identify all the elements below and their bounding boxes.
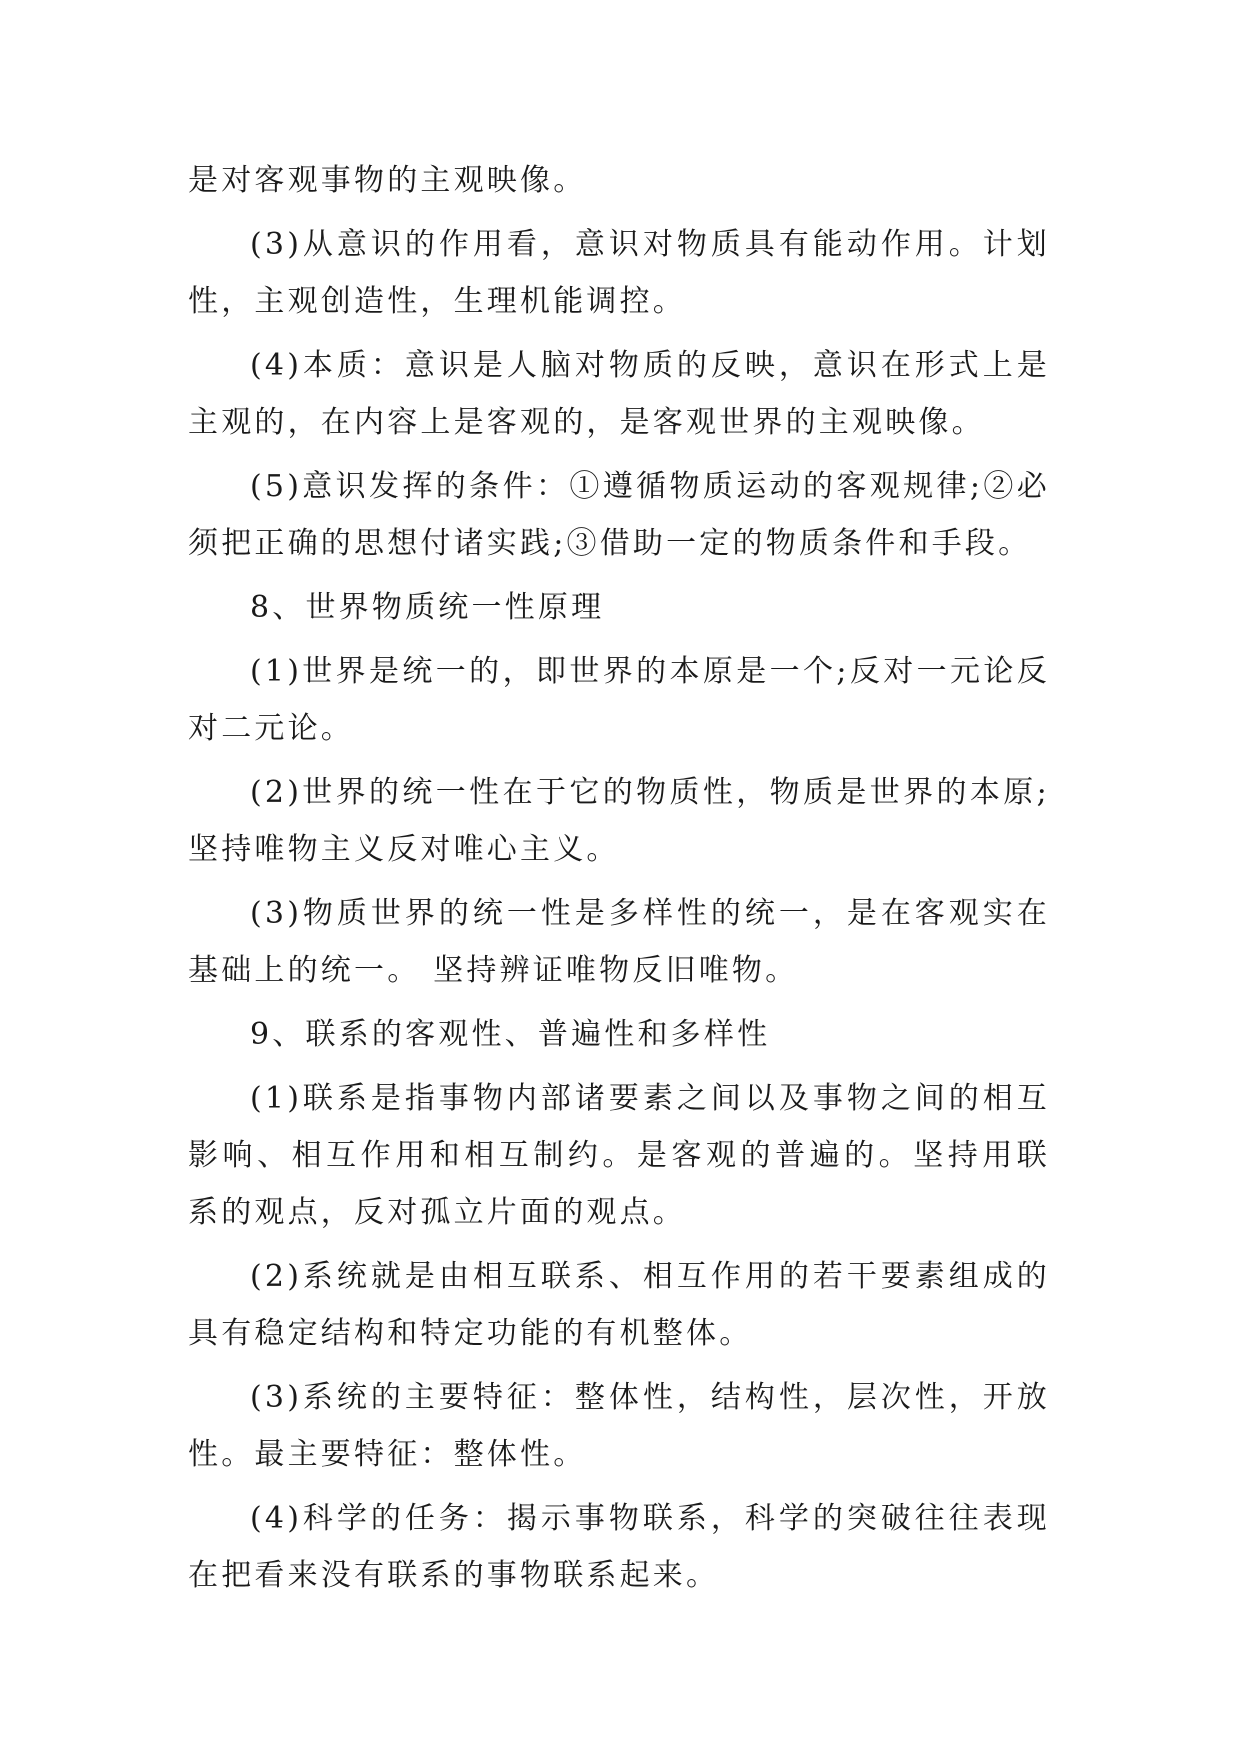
paragraph-world-unity-2: (2)世界的统一性在于它的物质性，物质是世界的本原;坚持唯物主义反对唯心主义。 — [188, 775, 1050, 867]
section-heading-8: 8、世界物质统一性原理 — [250, 590, 605, 625]
paragraph-world-unity-1: (1)世界是统一的，即世界的本原是一个;反对一元论反对二元论。 — [188, 654, 1050, 746]
paragraph-connection-2: (2)系统就是由相互联系、相互作用的若干要素组成的具有稳定结构和特定功能的有机整体。 — [188, 1259, 1050, 1351]
paragraph-consciousness-conditions: (5)意识发挥的条件：①遵循物质运动的客观规律;②必须把正确的思想付诸实践;③借助一定的物质条件和手段。 — [188, 469, 1050, 561]
paragraph-connection-3: (3)系统的主要特征：整体性，结构性，层次性，开放性。最主要特征：整体性。 — [188, 1380, 1050, 1472]
document-body — [188, 152, 1050, 1611]
paragraph-continuation: 是对客观事物的主观映像。 — [188, 163, 587, 198]
paragraph-consciousness-role: (3)从意识的作用看，意识对物质具有能动作用。计划性，主观创造性，生理机能调控。 — [188, 227, 1050, 319]
paragraph-world-unity-3: (3)物质世界的统一性是多样性的统一，是在客观实在基础上的统一。 坚持辨证唯物反旧唯物。 — [188, 896, 1050, 988]
paragraph-connection-4: (4)科学的任务：揭示事物联系，科学的突破往往表现在把看来没有联系的事物联系起来。 — [188, 1501, 1050, 1593]
paragraph-connection-1: (1)联系是指事物内部诸要素之间以及事物之间的相互影响、相互作用和相互制约。是客观的普遍的。坚持用联系的观点，反对孤立片面的观点。 — [188, 1081, 1050, 1230]
section-heading-9: 9、联系的客观性、普遍性和多样性 — [250, 1017, 771, 1052]
paragraph-consciousness-essence: (4)本质：意识是人脑对物质的反映，意识在形式上是主观的，在内容上是客观的，是客观世界的主观映像。 — [188, 348, 1050, 440]
